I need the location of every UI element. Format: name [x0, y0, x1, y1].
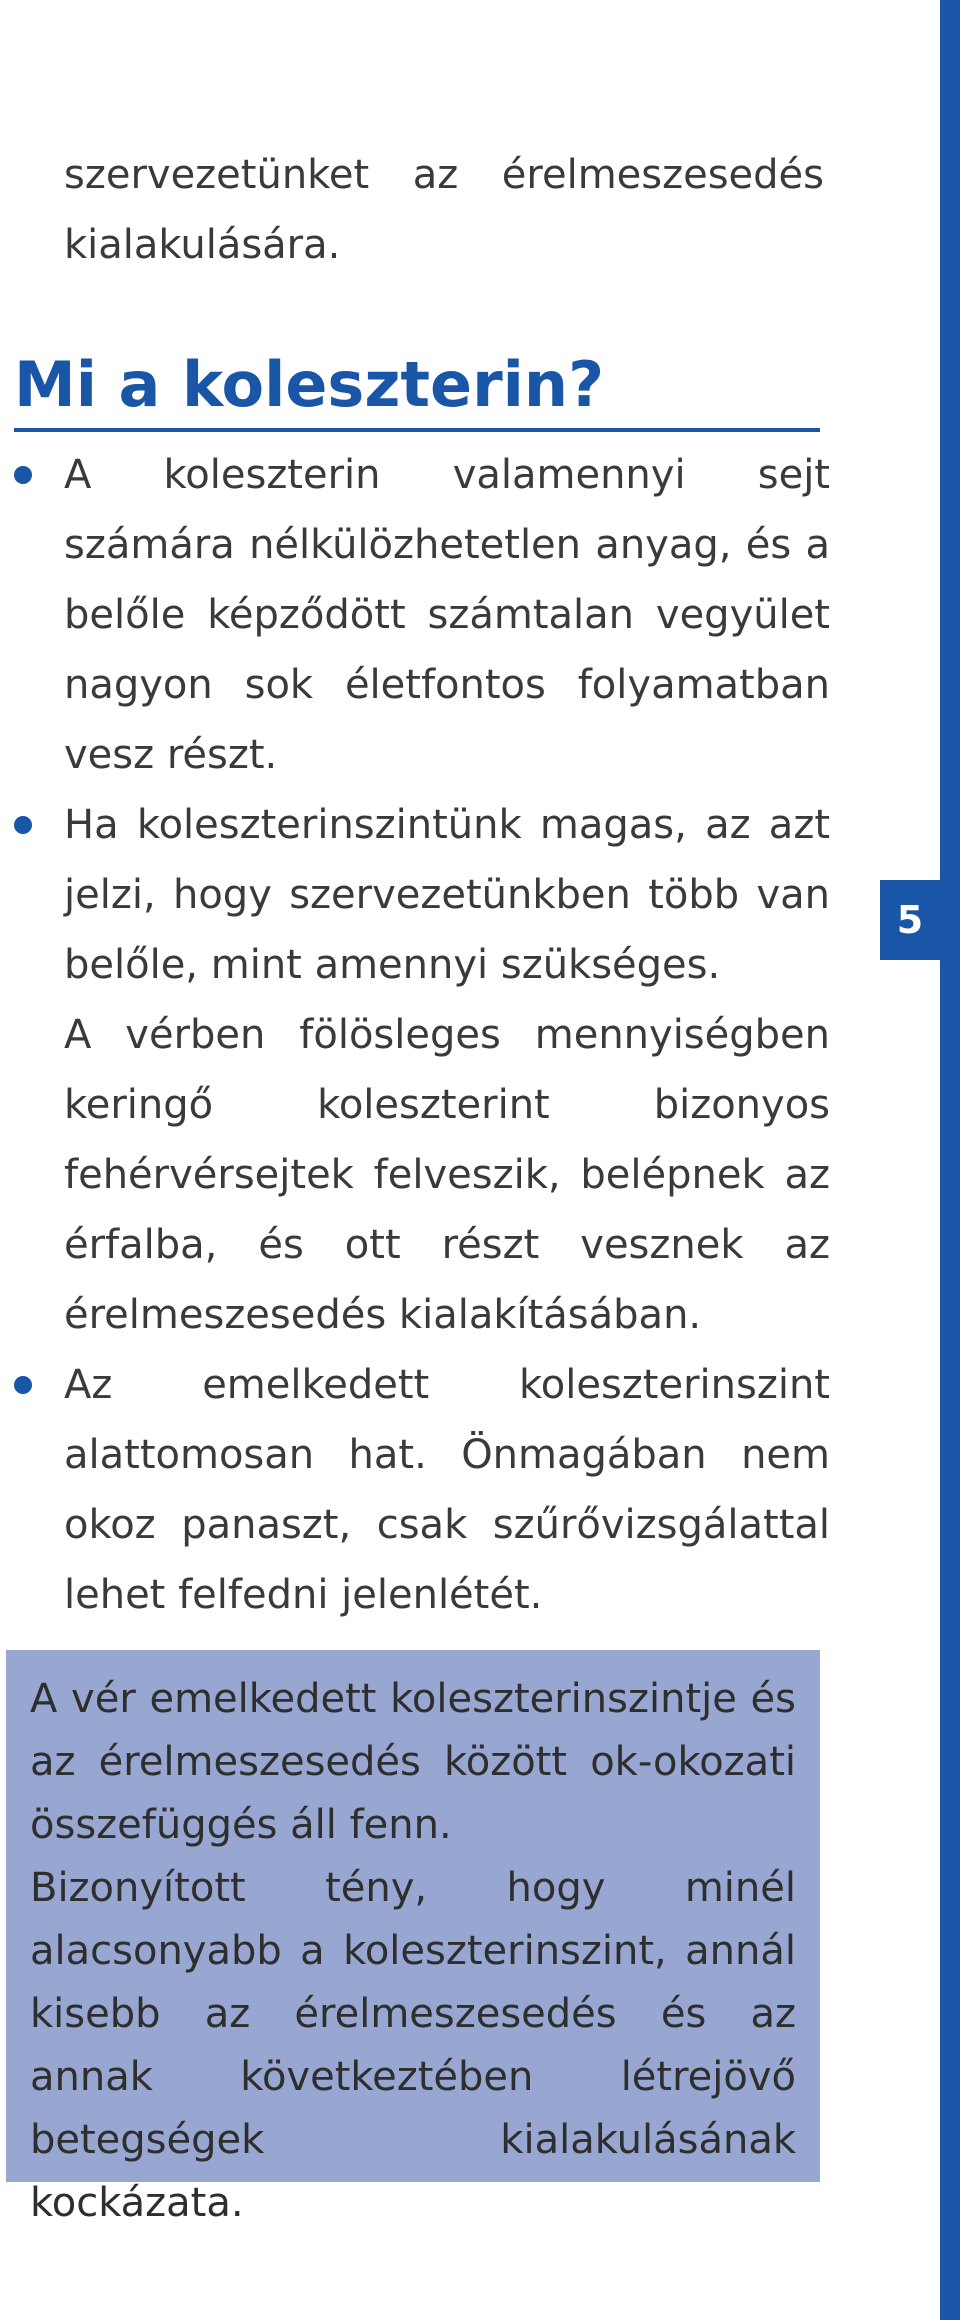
bullet-item-3 — [0, 1350, 830, 1630]
intro-text: szervezetünket az érelmeszesedés kialakulására. — [64, 152, 824, 268]
section-heading: Mi a koleszterin? — [14, 348, 605, 421]
intro-paragraph — [64, 140, 824, 280]
bullet-list — [0, 440, 830, 1630]
right-edge-bar — [940, 0, 960, 2320]
heading-underline — [14, 428, 820, 432]
bullet-dot-icon — [14, 1376, 32, 1394]
bullet-item-1 — [0, 440, 830, 790]
page-number: 5 — [896, 898, 924, 942]
bullet-item-2 — [0, 790, 830, 1350]
highlight-paragraph: Bizonyított tény, hogy minél alacsonyabb a koleszterinszint, annál kisebb az érelmeszesedés és az annak következtében létrejövő betegségek kialakulásának kockázata. — [30, 1865, 796, 2226]
bullet-dot-icon — [14, 816, 32, 834]
bullet-paragraph: Ha koleszterinszintünk magas, az azt jelzi, hogy szervezetünkben több van belőle, mint amennyi szükséges. — [64, 802, 830, 988]
page-number-tab — [880, 880, 940, 960]
highlight-box — [6, 1650, 820, 2226]
bullet-paragraph: A koleszterin valamennyi sejt számára nélkülözhetetlen anyag, és a belőle képződött számtalan vegyület nagyon sok életfontos folyamatban vesz részt. — [64, 452, 830, 778]
bullet-dot-icon — [14, 466, 32, 484]
bullet-paragraph: A vérben fölösleges mennyiségben keringő koleszterint bizonyos fehérvérsejtek felveszik, belépnek az érfalba, és ott részt vesznek az érelmeszesedés kialakításában. — [64, 1012, 830, 1338]
highlight-paragraph: A vér emelkedett koleszterinszintje és az érelmeszesedés között ok-okozati összefüggés áll fenn. — [30, 1676, 796, 1848]
bullet-paragraph: Az emelkedett koleszterinszint alattomosan hat. Önmagában nem okoz panaszt, csak szűrővizsgálattal lehet felfedni jelenlétét. — [64, 1362, 830, 1618]
